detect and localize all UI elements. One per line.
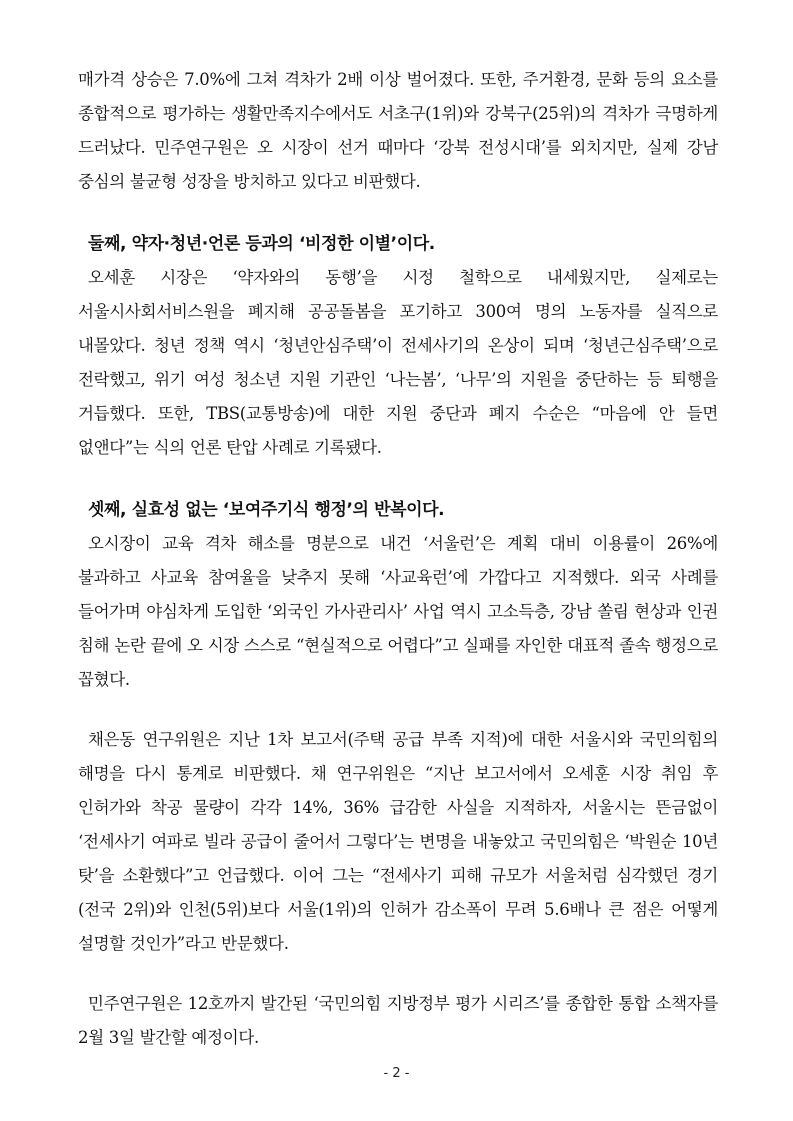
third-section-paragraph: 오시장이 교육 격차 해소를 명분으로 내건 ‘서울런’은 계획 대비 이용률이 26%에 불과하고 사교육 참여율을 낮추지 못해 ‘사교육런’에 가깝다고 지적했다. 외국 사례를 들어가며 야심차게 도입한 ‘외국인 가사관리사’ 사업 역시 고소득층, 강남 쏠림 현상과 인권 침해 논란 끝에 오 시장 스스로 “현실적으로 어렵다”고 실패를 자인한 대표적 졸속 행정으로 꼽혔다. xyxy=(78,534,718,689)
section-spacer xyxy=(78,465,718,493)
section-spacer xyxy=(78,961,718,987)
document-body xyxy=(78,63,718,1055)
second-section-paragraph: 오세훈 시장은 ‘약자와의 동행’을 시정 철학으로 내세웠지만, 실제로는 서울시사회서비스원을 폐지해 공공돌봄을 포기하고 300여 명의 노동자를 실직으로 내몰았다. 청년 정책 역시 ‘청년안심주택’이 전세사기의 온상이 되며 ‘청년근심주택’으로 전락했고, 위기 여성 청소년 지원 기관인 ‘나는봄’, ‘나무’의 지원을 중단하는 등 퇴행을 거듭했다. 또한, TBS(교통방송)에 대한 지원 중단과 폐지 수순은 “마음에 안 들면 없앤다”는 식의 언론 탄압 사례로 기록됐다. xyxy=(78,268,718,457)
section-heading-second: 둘째, 약자·청년·언론 등과의 ‘비정한 이별’이다. xyxy=(88,234,435,254)
section-heading-third: 셋째, 실효성 없는 ‘보여주기식 행정’의 반복이다. xyxy=(88,500,445,520)
intro-paragraph: 매가격 상승은 7.0%에 그쳐 격차가 2배 이상 벌어졌다. 또한, 주거환경, 문화 등의 요소를 종합적으로 평가하는 생활만족지수에서도 서초구(1위)와 강북구(25위)의 격차가 극명하게 드러났다. 민주연구원은 오 시장이 선거 때마다 ‘강북 전성시대’를 외치지만, 실제 강남 중심의 불균형 성장을 방치하고 있다고 비판했다. xyxy=(78,70,718,191)
researcher-paragraph: 채은동 연구위원은 지난 1차 보고서(주택 공급 부족 지적)에 대한 서울시와 국민의힘의 해명을 다시 통계로 비판했다. 채 연구위원은 “지난 보고서에서 오세훈 시장 취임 후 인허가와 착공 물량이 각각 14%, 36% 급감한 사실을 지적하자, 서울시는 뜬금없이 ‘전세사기 여파로 빌라 공급이 줄어서 그렇다’는 변명을 내놓았고 국민의힘은 ‘박원순 10년 탓’을 소환했다”고 언급했다. 이어 그는 “전세사기 피해 규모가 서울처럼 심각했던 경기(전국 2위)와 인천(5위)보다 서울(1위)의 인허가 감소폭이 무려 5.6배나 큰 점은 어떻게 설명할 것인가”라고 반문했다. xyxy=(78,730,718,953)
section-spacer xyxy=(78,697,718,723)
closing-paragraph: 민주연구원은 12호까지 발간된 ‘국민의힘 지방정부 평가 시리즈’를 종합한 통합 소책자를 2월 3일 발간할 예정이다. xyxy=(78,994,718,1047)
section-spacer xyxy=(78,199,718,227)
page-number: - 2 - xyxy=(383,1066,410,1081)
